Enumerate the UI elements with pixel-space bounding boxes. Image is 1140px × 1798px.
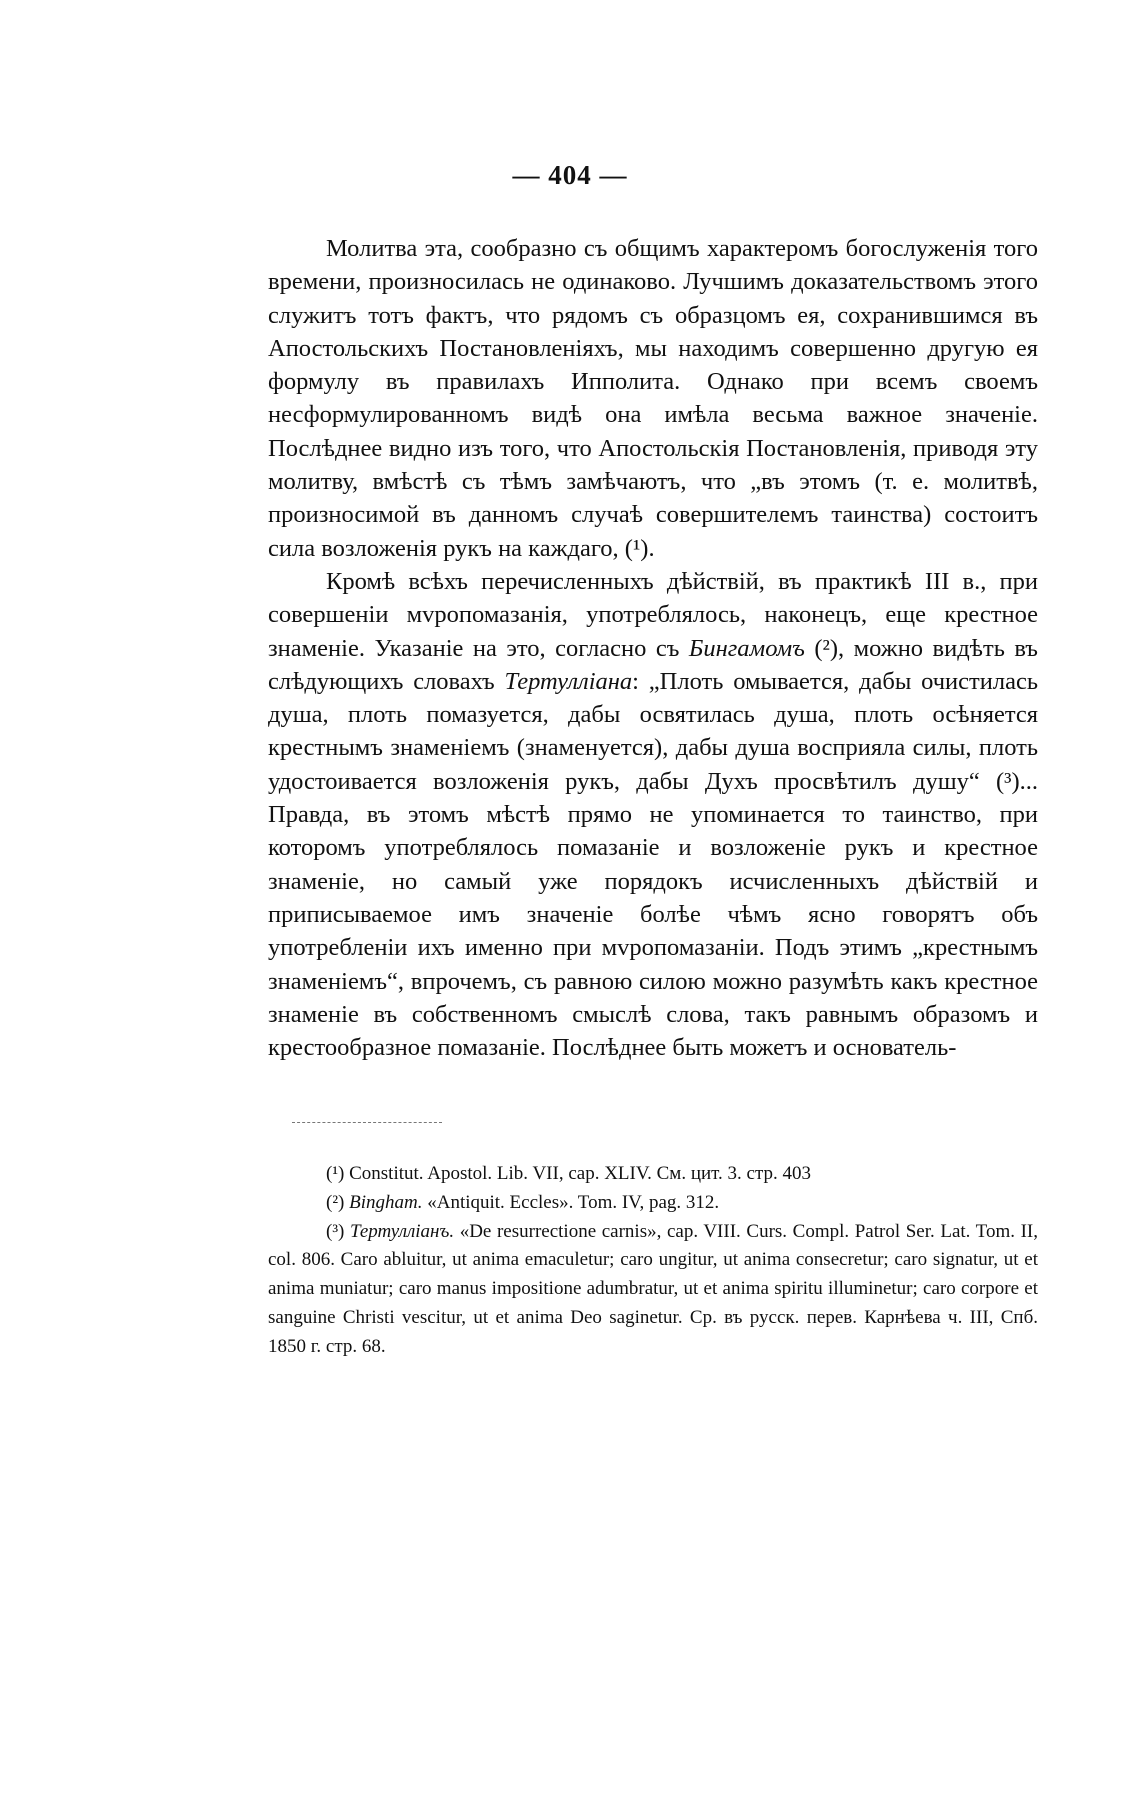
paragraph-2-part-c: : „Плоть омывается, дабы очистилась душа, плоть помазуется, дабы освятилась душа, плоть осѣняется крестнымъ знаменіемъ (знаменуется), дабы душа восприяла силы, плоть удостоивается возложенія рукъ, дабы Духъ просвѣтилъ душу“ (³)... Правда, въ этомъ мѣстѣ прямо не упоминается то таинство, при которомъ употреблялось помазаніе и возложеніе рукъ и крестное знаменіе, но самый уже порядокъ исчисленныхъ дѣйствій и приписываемое имъ значеніе болѣе чѣмъ ясно говорятъ объ употребленіи ихъ именно при мvропомазаніи. Подъ этимъ „крестнымъ знаменіемъ“, впрочемъ, съ равною силою можно разумѣть какъ крестное знаменіе въ собственномъ смыслѣ слова, такъ равнымъ образомъ и крестообразное помазаніе. Послѣднее быть можетъ и основатель-: [268, 667, 1038, 1062]
footnote-2-author: Bingham.: [349, 1191, 423, 1213]
footnote-separator: [292, 1122, 442, 1123]
bingham-name: Бингамомъ: [688, 634, 805, 662]
paragraph-2-part-a: Кромѣ всѣхъ перечисленныхъ дѣйствій, въ практикѣ III в., при совершеніи мvропомазанія, употреблялось, наконецъ, еще крестное знаменіе. Указаніе на это, согласно съ: [268, 567, 1038, 662]
footnote-3-author: Тертулліанъ.: [349, 1220, 455, 1242]
footnote-1: (¹) Constitut. Apostol. Lib. VII, cap. XLIV. См. цит. 3. стр. 403: [326, 1163, 811, 1184]
footnote-2-mark: (²): [326, 1191, 350, 1213]
footnote-2: [268, 1189, 1038, 1218]
footnote-3-mark: (³): [326, 1220, 350, 1242]
tertullian-name: Тертулліана: [504, 667, 633, 695]
page-number: — 404 —: [512, 160, 628, 190]
footnotes: [268, 1160, 1038, 1362]
footnote-3: [268, 1218, 1038, 1362]
footnote-3-text: «De resurrectione carnis», cap. VIII. Curs. Compl. Patrol Ser. Lat. Tom. II, col. 806. Caro abluitur, ut anima emaculetur; caro ungitur, ut anima consecretur; caro signatur, ut et anima muniatur; caro manus impositione adumbratur, ut et anima spiritu illuminetur; caro corpore et sanguine Christi vescitur, ut et anima Deo saginetur. Ср. въ русск. перев. Карнѣева ч. III, Спб. 1850 г. стр. 68.: [268, 1220, 1038, 1357]
main-text: [268, 232, 1038, 1064]
paragraph-2-part-b: (²), можно видѣть въ слѣдующихъ словахъ: [268, 634, 1038, 695]
paragraph-2: [268, 565, 1038, 1064]
footnote-2-text: «Antiquit. Eccles». Tom. IV, pag. 312.: [422, 1191, 720, 1213]
paragraph-1: Молитва эта, сообразно съ общимъ характеромъ богослуженія того времени, произносилась не одинаково. Лучшимъ доказательствомъ этого служитъ тотъ фактъ, что рядомъ съ образцомъ ея, сохранившимся въ Апостольскихъ Постановленіяхъ, мы находимъ совершенно другую ея формулу въ правилахъ Ипполита. Однако при всемъ своемъ несформулированномъ видѣ она имѣла весьма важное значеніе. Послѣднее видно изъ того, что Апостольскія Постановленія, приводя эту молитву, вмѣстѣ съ тѣмъ замѣчаютъ, что „въ этомъ (т. е. молитвѣ, произносимой въ данномъ случаѣ совершителемъ таинства) состоитъ сила возложенія рукъ на каждаго, (¹).: [268, 235, 1038, 562]
